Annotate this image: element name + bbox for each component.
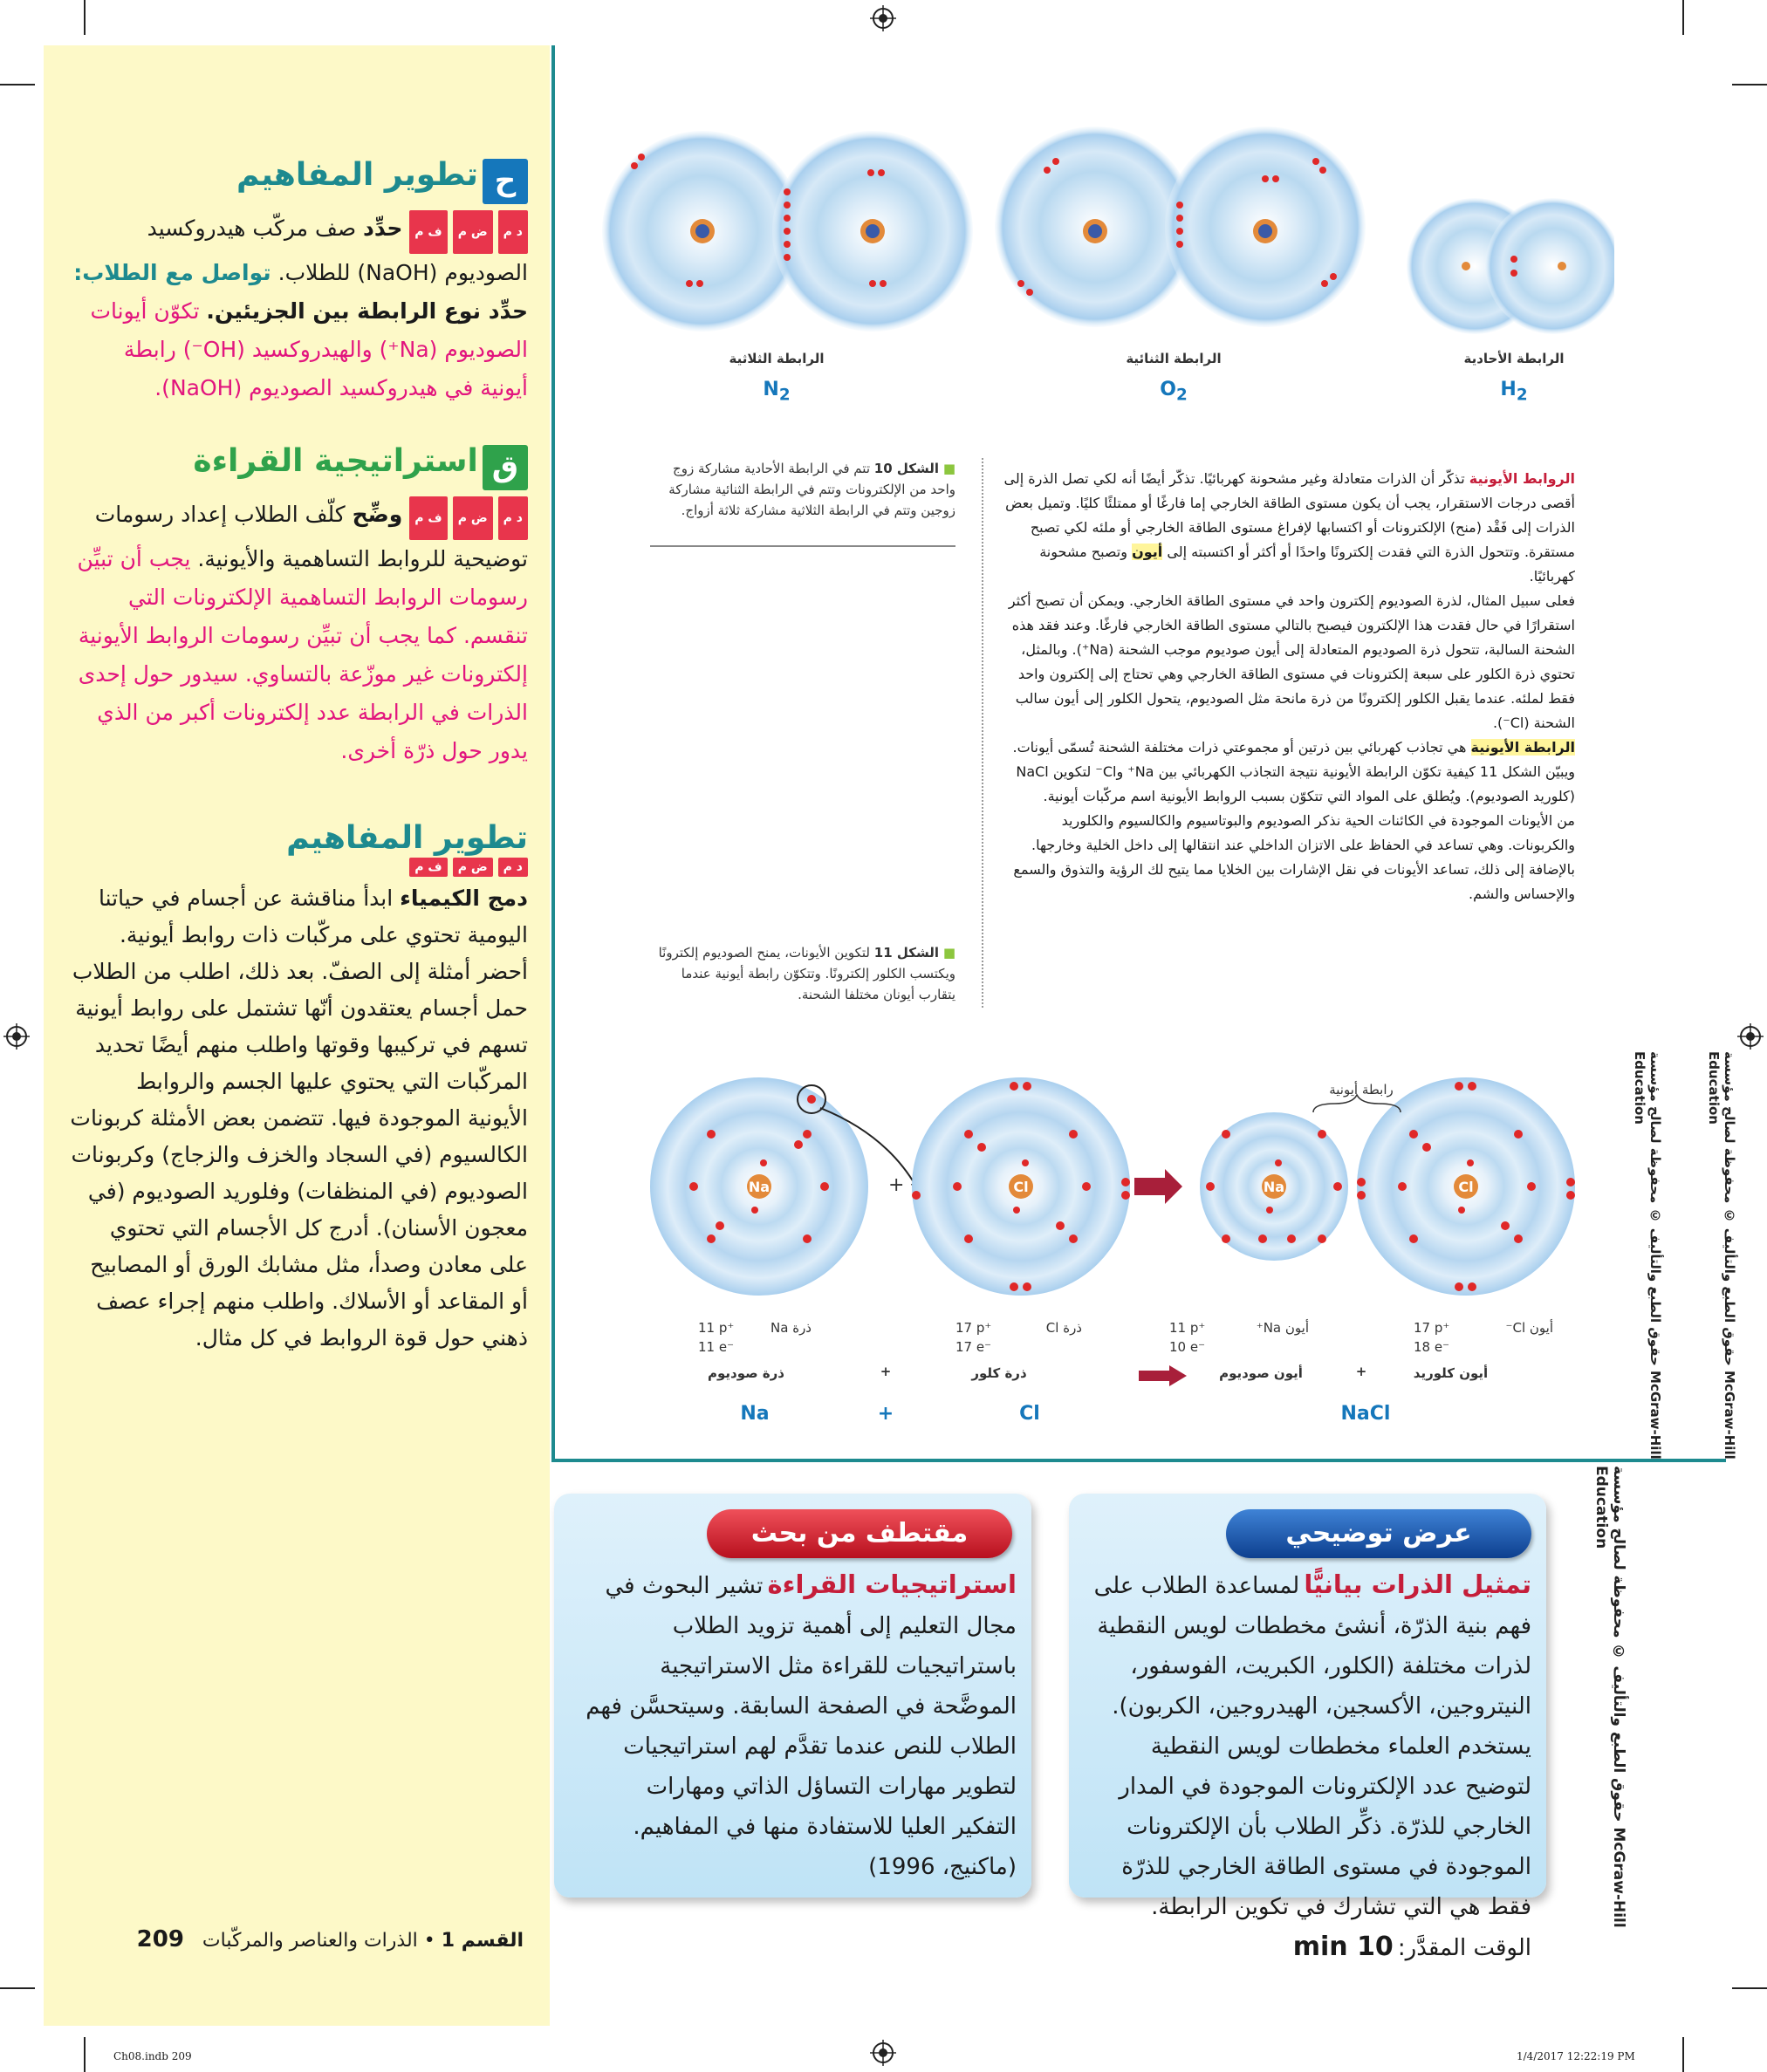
atom-title: ذرة كلور [971,1365,1027,1381]
level-tag: د م [498,496,528,540]
formula-subscript: 2 [778,386,791,405]
concept-development-section-2 [70,820,528,1357]
svg-text:Na: Na [748,1179,770,1195]
electron-count: 17 e⁻ [955,1339,992,1355]
registration-mark-icon [870,5,896,31]
formula-subscript: 2 [1516,386,1528,405]
level-tag: د م [498,210,528,254]
symbol-nacl: NaCl [1340,1403,1391,1425]
concept-development-section [70,157,528,407]
formula-n2 [663,379,890,404]
level-tag: ف م [409,210,447,254]
lead-word: دمج الكيمياء [400,886,528,911]
cl-atom [912,1077,1130,1296]
level-tag: د م [498,858,528,877]
na-ion [1200,1112,1348,1261]
answer-text: تكوّن أيونات الصوديوم (Na⁺) والهيدروكسيد (OH⁻) رابطة أيونية في هيدروكسيد الصوديوم (NaOH). [90,297,528,400]
paragraph-text: وتصبح مشحونة كهربائيًا. [1039,544,1575,585]
ask-question: حدِّد نوع الرابطة بين الجزيئين. [206,297,528,324]
crop-mark [1682,0,1684,35]
h2-molecule [1407,198,1614,334]
demonstration-text: لمساعدة الطلاب على فهم بنية الذرّة، أنشئ مخططات لويس النقطية لذرات مختلفة (الكلور، الكبريت، الفوسفور، النيتروجين، الأكسجين، الهيدروجين، الكربون). يستخدم العلماء مخططات لويس النقطية لتوضيح عدد الإلكترونات الموجودة في المدار الخارجي للذرّة. ذكِّر الطلاب بأن الإلكترونات الموجودة في مستوى الطاقة الخارجي للذرّة فقط هي التي تشارك في تكوين الرابطة. الوقت المقدَّر: [1093,1573,1531,1961]
page-number: 209 [136,1926,184,1952]
registration-mark-icon [1737,1023,1764,1050]
reaction-arrow-icon [1134,1169,1182,1204]
caption-divider [650,545,955,547]
level-tags [409,496,528,540]
formula-o2 [1060,379,1287,404]
formula-subscript: 2 [1175,386,1188,405]
level-tag: ض م [453,210,493,254]
caption-text: تتم في الرابطة الأحادية مشاركة زوج واحد من الإلكترونات وتتم في الرابطة الثنائية مشاركة زوجين وتتم في الرابطة الثلاثية مشاركة ثلاثة أزواج. [668,461,955,518]
na-atom [650,1077,921,1296]
lead-word: حدِّد [363,215,403,241]
plus-sign: + [888,1174,905,1196]
main-text [995,467,1575,906]
plus-sign: + [1355,1364,1367,1379]
paragraph-text: هي تجاذب كهربائي بين ذرتين أو مجموعتي ذرات مختلفة الشحنة تُسمّى أيونات. ويبيّن الشكل 11 كيفية تكوّن الرابطة الأيونية نتيجة التجاذب الكهربائي بين Na⁺ وCl⁻ لتكوين NaCl (كلوريد الصوديوم). ويُطلق على المواد التي تتكوّن بسبب الروابط الأيونية اسم مركّبات أيونية. [1012,739,1575,804]
file-slug: Ch08.indb 209 [113,2050,192,2062]
answer-text: يجب أن تبيِّن رسومات الروابط التساهمية الإلكترونات التي تنقسم. كما يجب أن تبيِّن رسومات الروابط الأيونية إلكترونات غير موزّعة بالتساوي. سيدور حول إحدى الذرات في الرابطة عدد إلكترونات أكبر من الذي يدور حول ذرّة أخرى. [77,545,528,763]
crop-mark [84,0,86,35]
electron-count: 11 e⁻ [698,1339,735,1355]
section-letter-badge: ح [483,159,528,204]
body-text: كلّف الطلاب إعداد رسومات توضيحية للروابط التساهمية والأيونية. [94,501,528,571]
registration-mark-icon [3,1023,30,1050]
demonstration-title: تمثيل الذرات بيانيًّا [1304,1569,1531,1599]
unit-label: القسم 1 [441,1930,524,1952]
research-header: مقتطف من بحث [707,1509,1012,1558]
term-ionic-bonds: الروابط الأيونية [1469,470,1575,487]
plus-sign: + [880,1364,892,1379]
atom-title: ذرة صوديوم [707,1365,785,1381]
paragraph-living-ions: من الأيونات الموجودة في الكائنات الحية نذكر الصوديوم والبوتاسيوم والكالسيوم والكلوريد والكربونات. وهي تساعد في الحفاظ على الاتزان الداخلي عند انتقالها إلى داخل الخلية وخارجها. بالإضافة إلى ذلك، تساعد الأيونات في نقل الإشارات بين الخلايا مما يتيح لك الرؤية والتذوق والسمع والإحساس والشم. [1013,812,1575,902]
demonstration-body [1086,1566,1531,1968]
proton-count: 11 p⁺ [1169,1320,1206,1336]
n2-molecule [602,131,973,332]
caption-number: الشكل 10 [873,461,940,476]
paragraph-ionic-bond [995,735,1575,809]
caption-number: الشكل 11 [873,945,940,961]
figure-11-ionic-bond-diagram [641,1073,1579,1300]
proton-count: 17 p⁺ [1414,1320,1450,1336]
formula-symbol: O [1160,379,1176,400]
ionic-bond-brace [1313,1095,1401,1112]
registration-mark-icon [870,2040,896,2066]
figure-11-caption: ■ الشكل 11 لتكوين الأيونات، يمنح الصوديوم إلكترونًا ويكتسب الكلور إلكترونًا. وتتكوّن رابطة أيونية عندما يتقارب أيونان مختلفا الشحنة. [658,945,955,1002]
plus-sign: + [877,1403,894,1425]
paragraph-text: تذكّر أن الذرات متعادلة وغير مشحونة كهربائيًا. تذكّر أيضًا أنه لكي تصل الذرة إلى أقصى درجات الاستقرار، يجب أن يكون مستوى الطاقة الخارجي إما فارغًا أو ممتلئًا كليًا. وتميل بعض الذرات إلى فَقْد (منح) الإلكترونات أو اكتسابها لإفراغ مستوى الطاقة الخارجي أو ملئه لكي تصبح مستقرة. وتتحول الذرة التي فقدت إلكترونًا واحدًا أو أكثر أو اكتسبته إلى [1003,470,1575,560]
body-text: صف مركّب هيدروكسيد الصوديوم (NaOH) للطلاب. [147,215,528,285]
section-letter-badge: ق [483,445,528,490]
crop-mark [0,1987,35,1989]
demonstration-header: عرض توضيحي [1226,1509,1531,1558]
level-tags [409,858,528,877]
crop-mark [1682,2037,1684,2072]
page-footer [131,1926,524,1952]
copyright-text: حقوق الطبع والتأليف © محفوظة لصالح مؤسسة McGraw-Hill Education [1632,1051,1663,1460]
ionic-bond-label: رابطة أيونية [1329,1082,1394,1098]
bond-label-triple: الرابطة الثلاثية [729,351,825,366]
proton-count: 11 p⁺ [698,1320,735,1336]
section-title: استراتيجية القراءة [193,443,478,479]
research-text: تشير البحوث في مجال التعليم إلى أهمية تزويد الطلاب باستراتيجيات للقراءة مثل الاستراتيجية الموضَّحة في الصفحة السابقة. وسيتحسَّن فهم الطلاب للنص عندما تقدَّم لهم استراتيجيات لتطوير مهارات التساؤل الذاتي ومهارات التفكير العليا للاستفادة منها في المفاهيم. (ماكنيج، 1996) [586,1573,1017,1880]
svg-text:Cl: Cl [1013,1179,1029,1195]
paragraph-ionic-intro [995,467,1575,589]
symbol-na: Na [740,1403,770,1425]
chapter-title: الذرات والعناصر والمركّبات [202,1930,418,1952]
cl-ion [1357,1077,1575,1296]
bond-label-double: الرابطة الثنائية [1126,351,1222,366]
section-title: تطوير المفاهيم [236,157,478,193]
level-tags [409,210,528,254]
figure-10-caption: ■ الشكل 10 تتم في الرابطة الأحادية مشاركة زوج واحد من الإلكترونات وتتم في الرابطة الثنائية مشاركة زوجين وتتم في الرابطة الثلاثية مشاركة ثلاثة أزواج. [668,461,955,518]
formula-symbol: H [1500,379,1517,400]
copyright-text: حقوق الطبع والتأليف © محفوظة لصالح مؤسسة McGraw-Hill Education [1592,1466,1627,1928]
caption-text: لتكوين الأيونات، يمنح الصوديوم إلكترونًا ويكتسب الكلور إلكترونًا. وتتكوّن رابطة أيونية عندما يتقارب أيونان مختلفا الشحنة. [658,945,955,1002]
crop-mark [1732,84,1767,85]
paragraph-sodium: فعلى سبيل المثال، لذرة الصوديوم إلكترون واحد في مستوى الطاقة الخارجي. ويمكن أن تصبح أكثر استقرارًا في حال فقدت هذا الإلكترون فيصبح بالتالي مستوى الطاقة الخارجي فارغًا. وعند فقد هذه الشحنة السالبة، تتحول ذرة الصوديوم المتعادلة إلى أيون صوديوم موجب الشحنة (Na⁺). وبالمثل، تحتوي ذرة الكلور على سبعة إلكترونات في مستوى الطاقة الخارجي وهي تحتاج إلى إلكترون واحد فقط لملئه. عندما يقبل الكلور إلكترونًا من ذرة مانحة مثل الصوديوم، يتحول الكلور إلى أيون سالب الشحنة (Cl⁻). [1008,592,1575,731]
print-timestamp: 1/4/2017 12:22:19 PM [1517,2050,1635,2062]
atom-name-label: ذرة Na [770,1320,812,1336]
reaction-arrow-icon [1139,1365,1187,1386]
lead-word: وضِّح [352,501,403,527]
atom-title: أيون صوديوم [1219,1365,1303,1381]
level-tag: ف م [409,496,447,540]
term-ionic-bond: الرابطة الأيونية [1470,739,1575,756]
estimated-time: 10 min [1292,1932,1394,1962]
bond-label-single: الرابطة الأحادية [1463,351,1565,366]
atom-name-label: ذرة Cl [1045,1320,1082,1336]
ask-label: تواصل مع الطلاب: [73,259,271,285]
atom-title: أيون كلوريد [1413,1365,1489,1381]
atom-name-label: أيون Cl⁻ [1505,1320,1553,1336]
o2-molecule [995,127,1366,327]
symbol-cl: Cl [1019,1403,1040,1425]
formula-h2 [1401,379,1627,404]
research-title: استراتيجيات القراءة [767,1569,1017,1599]
formula-symbol: N [763,379,779,400]
svg-text:Na: Na [1263,1179,1285,1195]
crop-mark [0,84,35,85]
crop-mark [84,2037,86,2072]
footer-bullet: • [423,1930,435,1952]
section-title: تطوير المفاهيم [286,820,528,856]
crop-mark [1732,1987,1767,1989]
reading-strategy-section [70,443,528,770]
electron-count: 18 e⁻ [1414,1339,1450,1355]
proton-count: 17 p⁺ [955,1320,992,1336]
level-tag: ض م [453,496,493,540]
svg-text:Cl: Cl [1458,1179,1474,1195]
atom-name-label: أيون Na⁺ [1256,1320,1309,1336]
electron-count: 10 e⁻ [1169,1339,1206,1355]
body-text: ابدأ مناقشة عن أجسام في حياتنا اليومية تحتوي على مركّبات ذات روابط أيونية. أحضر أمثلة إلى الصفّ. بعد ذلك، اطلب من الطلاب حمل أجسام يعتقدون أنّها تشتمل على روابط أيونية تسهم في تركيبها وقوتها واطلب منهم أيضًا تحديد المركّبات التي يحتوي عليها الجسم والروابط الأيونية الموجودة فيها. تتضمن بعض الأمثلة كربونات الكالسيوم (في السجاد والخزف والزجاج) وكربونات الصوديوم (في المنظفات) وفلوريد الصوديوم (في معجون الأسنان). أدرج كل الأجسام التي تحتوي على معادن وصدأ، مثل مشابك الورق أو المصابيح أو المقاعد أو الأسلاك. واطلب منهم إجراء عصف ذهني حول قوة الروابط في كل مثال. [70,886,528,1351]
term-ion: أيون [1132,544,1163,560]
research-body [576,1566,1017,1887]
level-tag: ض م [453,858,493,877]
level-tag: ف م [409,858,447,877]
column-divider [982,458,983,1008]
figure-10-molecules [593,122,1614,340]
copyright-text: حقوق الطبع والتأليف © محفوظة لصالح مؤسسة McGraw-Hill Education [1706,1051,1737,1460]
